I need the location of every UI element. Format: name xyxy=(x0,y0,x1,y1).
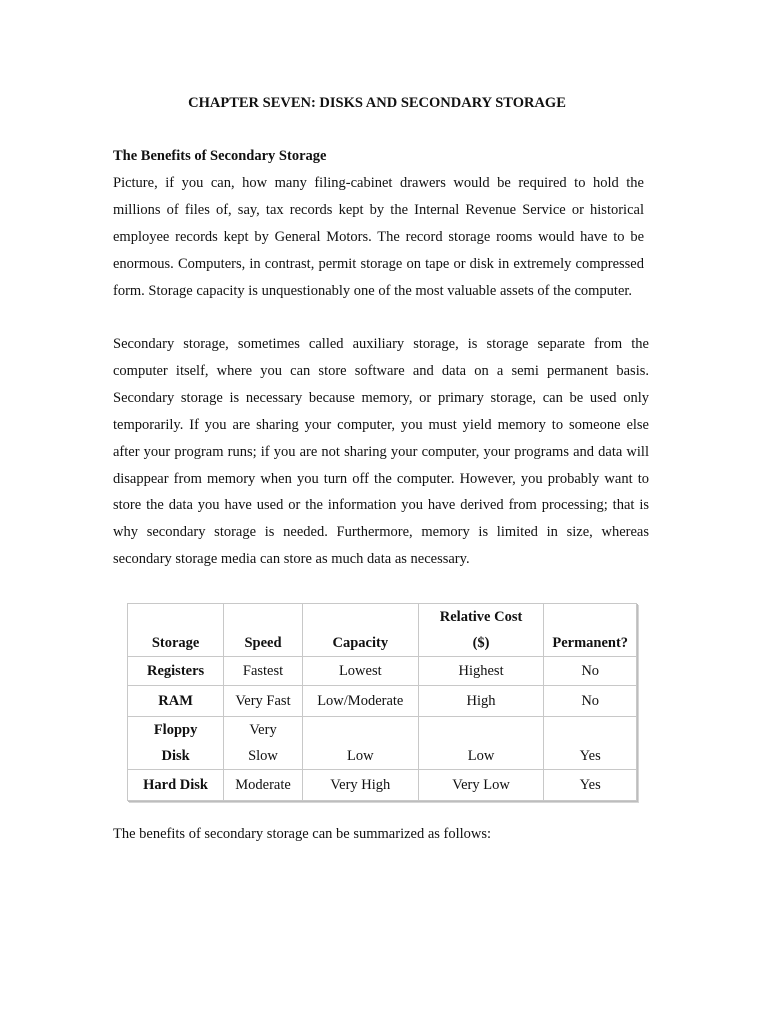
row-storage-cell xyxy=(128,717,224,770)
table-row xyxy=(128,717,637,770)
summary-line: The benefits of secondary storage can be summarized as follows: xyxy=(113,826,492,842)
row-storage-cell: Registers xyxy=(128,657,224,686)
row-cost-cell: Low xyxy=(418,717,544,770)
table-row xyxy=(128,770,637,801)
row-storage-line1: Floppy xyxy=(153,722,198,738)
chapter-title: CHAPTER SEVEN: DISKS AND SECONDARY STORAGE xyxy=(188,95,566,111)
row-speed-cell: Fastest xyxy=(224,657,303,686)
row-permanent-cell: Yes xyxy=(544,717,637,770)
row-speed-cell: Moderate xyxy=(224,770,303,801)
table-row xyxy=(128,657,637,686)
row-cost-cell: High xyxy=(418,686,544,717)
row-capacity-cell: Lowest xyxy=(302,657,418,686)
row-permanent-cell: Yes xyxy=(544,770,637,801)
row-cost-cell: Highest xyxy=(418,657,544,686)
table-header-row xyxy=(128,604,637,657)
header-permanent: Permanent? xyxy=(544,604,637,657)
header-relative-cost xyxy=(418,604,544,657)
row-speed-cell: Very Fast xyxy=(224,686,303,717)
row-storage-line2: Disk xyxy=(161,748,190,764)
section-heading: The Benefits of Secondary Storage xyxy=(113,148,327,164)
header-capacity: Capacity xyxy=(302,604,418,657)
row-speed-line2: Slow xyxy=(248,748,278,764)
header-storage: Storage xyxy=(128,604,224,657)
row-storage-cell: RAM xyxy=(128,686,224,717)
row-capacity-cell: Low xyxy=(302,717,418,770)
row-storage-cell: Hard Disk xyxy=(128,770,224,801)
row-cost-cell: Very Low xyxy=(418,770,544,801)
row-speed-line1: Very xyxy=(249,722,277,738)
storage-comparison-table xyxy=(127,603,637,801)
row-capacity-cell: Very High xyxy=(302,770,418,801)
header-speed: Speed xyxy=(224,604,303,657)
body-paragraph-1: Picture, if you can, how many filing-cabinet drawers would be required to hold the millions of files of, say, tax records kept by the Internal Revenue Service or historical employee records kept by General Motors. The record storage rooms would have to be enormous. Computers, in contrast, permit storage on tape or disk in extremely compressed form. Storage capacity is unquestionably one of the most valuable assets of the computer. xyxy=(113,175,644,299)
row-permanent-cell: No xyxy=(544,657,637,686)
row-capacity-cell: Low/Moderate xyxy=(302,686,418,717)
row-speed-cell xyxy=(224,717,303,770)
header-relative-cost-line2: ($) xyxy=(472,635,490,651)
body-paragraph-2: Secondary storage, sometimes called auxiliary storage, is storage separate from the computer itself, where you can store software and data on a semi permanent basis. Secondary storage is necessary because memory, or primary storage, can be used only temporarily. If you are sharing your computer, you must yield memory to someone else after your program runs; if you are not sharing your computer, your programs and data will disappear from memory when you turn off the computer. However, you probably want to store the data you have used or the information you have derived from processing; that is why secondary storage is needed. Furthermore, memory is limited in size, whereas secondary storage media can store as much data as necessary. xyxy=(113,336,649,568)
row-permanent-cell: No xyxy=(544,686,637,717)
table-row xyxy=(128,686,637,717)
header-relative-cost-line1: Relative Cost xyxy=(439,609,523,625)
